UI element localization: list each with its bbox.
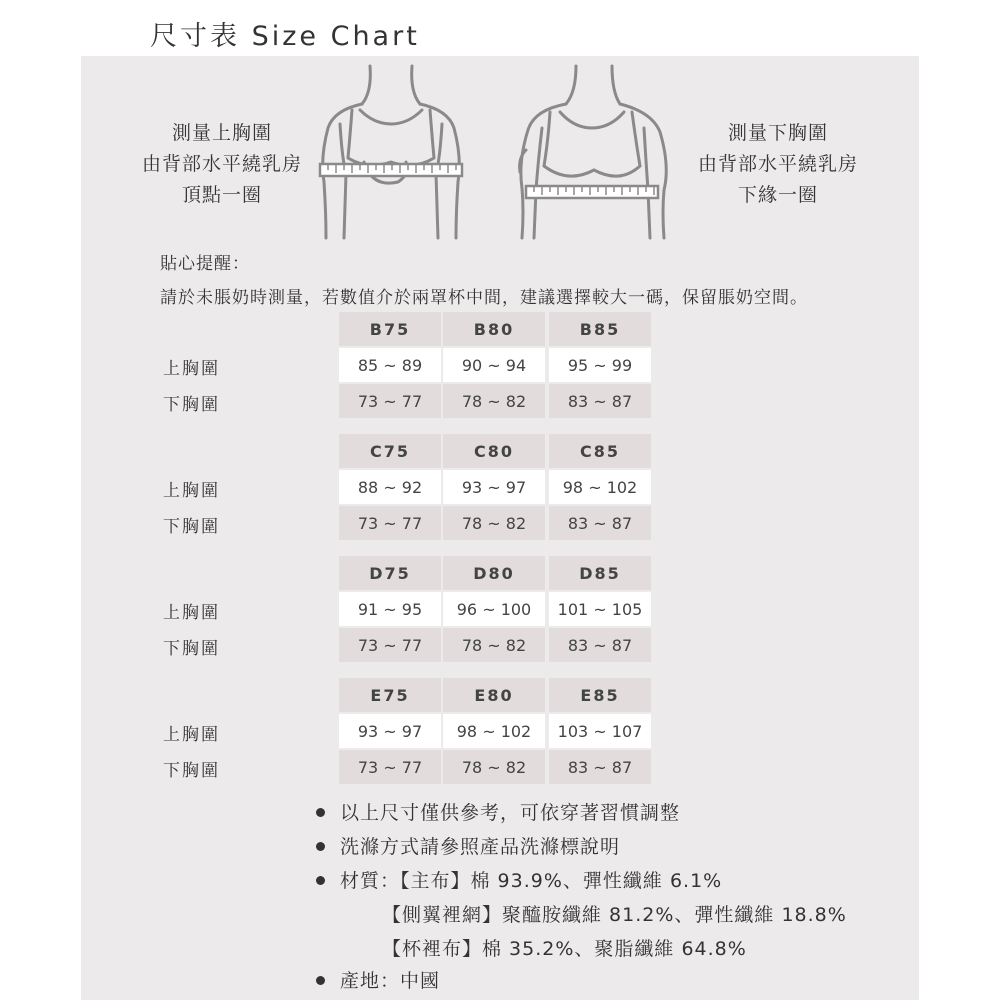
size-header-cell: E80 [443, 678, 545, 712]
note-material-cup: 【杯裡布】棉 35.2%、聚脂纖維 64.8% [382, 938, 747, 960]
upper-bust-cell: 88 ~ 92 [339, 470, 441, 504]
under-bust-title: 測量下胸圍 [727, 122, 828, 144]
size-header-cell: B75 [339, 312, 441, 346]
bullet-icon [316, 842, 325, 851]
under-bust-cell: 78 ~ 82 [443, 506, 545, 540]
upper-bust-cell: 95 ~ 99 [549, 348, 651, 382]
upper-bust-cell: 90 ~ 94 [443, 348, 545, 382]
upper-bust-desc-2: 頂點一圈 [181, 184, 262, 206]
bullet-icon [316, 876, 325, 885]
row-label-under-bust: 下胸圍 [163, 517, 220, 537]
row-label-upper-bust: 上胸圍 [163, 359, 220, 379]
tips-text: 請於未脹奶時測量，若數值介於兩罩杯中間，建議選擇較大一碼，保留脹奶空間。 [160, 288, 808, 308]
size-header-cell: D80 [443, 556, 545, 590]
upper-bust-cell: 91 ~ 95 [339, 592, 441, 626]
row-label-upper-bust: 上胸圍 [163, 725, 220, 745]
size-header-cell: E85 [549, 678, 651, 712]
under-bust-cell: 83 ~ 87 [549, 506, 651, 540]
under-bust-cell: 78 ~ 82 [443, 628, 545, 662]
upper-bust-cell: 101 ~ 105 [549, 592, 651, 626]
bullet-icon [316, 976, 325, 985]
upper-bust-cell: 85 ~ 89 [339, 348, 441, 382]
under-bust-cell: 73 ~ 77 [339, 628, 441, 662]
note-material: 材質：【主布】棉 93.9%、彈性纖維 6.1% [340, 870, 723, 892]
under-bust-figure [508, 62, 678, 244]
upper-bust-figure [312, 62, 470, 244]
upper-bust-cell: 98 ~ 102 [549, 470, 651, 504]
row-label-under-bust: 下胸圍 [163, 639, 220, 659]
note-washing: 洗滌方式請參照產品洗滌標說明 [340, 836, 621, 858]
size-header-cell: C80 [443, 434, 545, 468]
upper-bust-instructions [128, 118, 316, 211]
size-header-cell: C75 [339, 434, 441, 468]
upper-bust-desc: 由背部水平繞乳房 [141, 153, 302, 175]
upper-bust-cell: 93 ~ 97 [339, 714, 441, 748]
upper-bust-title: 測量上胸圍 [171, 122, 272, 144]
size-header-cell: D75 [339, 556, 441, 590]
under-bust-cell: 73 ~ 77 [339, 506, 441, 540]
size-header-cell: B85 [549, 312, 651, 346]
under-bust-cell: 83 ~ 87 [549, 628, 651, 662]
under-bust-cell: 73 ~ 77 [339, 750, 441, 784]
size-header-cell: E75 [339, 678, 441, 712]
upper-bust-cell: 103 ~ 107 [549, 714, 651, 748]
size-header-cell: C85 [549, 434, 651, 468]
under-bust-cell: 73 ~ 77 [339, 384, 441, 418]
under-bust-cell: 83 ~ 87 [549, 384, 651, 418]
row-label-upper-bust: 上胸圍 [163, 603, 220, 623]
bullet-icon [316, 808, 325, 817]
size-header-cell: B80 [443, 312, 545, 346]
row-label-under-bust: 下胸圍 [163, 395, 220, 415]
note-reference: 以上尺寸僅供參考，可依穿著習慣調整 [340, 802, 681, 824]
row-label-upper-bust: 上胸圍 [163, 481, 220, 501]
note-material-side: 【側翼裡網】聚醯胺纖維 81.2%、彈性纖維 18.8% [382, 904, 847, 926]
upper-bust-cell: 93 ~ 97 [443, 470, 545, 504]
tips-heading: 貼心提醒： [160, 254, 250, 274]
under-bust-cell: 83 ~ 87 [549, 750, 651, 784]
size-header-cell: D85 [549, 556, 651, 590]
under-bust-desc: 由背部水平繞乳房 [697, 153, 858, 175]
upper-bust-cell: 98 ~ 102 [443, 714, 545, 748]
note-origin: 產地：中國 [340, 970, 441, 992]
under-bust-cell: 78 ~ 82 [443, 750, 545, 784]
row-label-under-bust: 下胸圍 [163, 761, 220, 781]
under-bust-cell: 78 ~ 82 [443, 384, 545, 418]
page-title: 尺寸表 Size Chart [150, 21, 420, 52]
under-bust-desc-2: 下緣一圈 [737, 184, 818, 206]
upper-bust-cell: 96 ~ 100 [443, 592, 545, 626]
under-bust-instructions [684, 118, 872, 211]
